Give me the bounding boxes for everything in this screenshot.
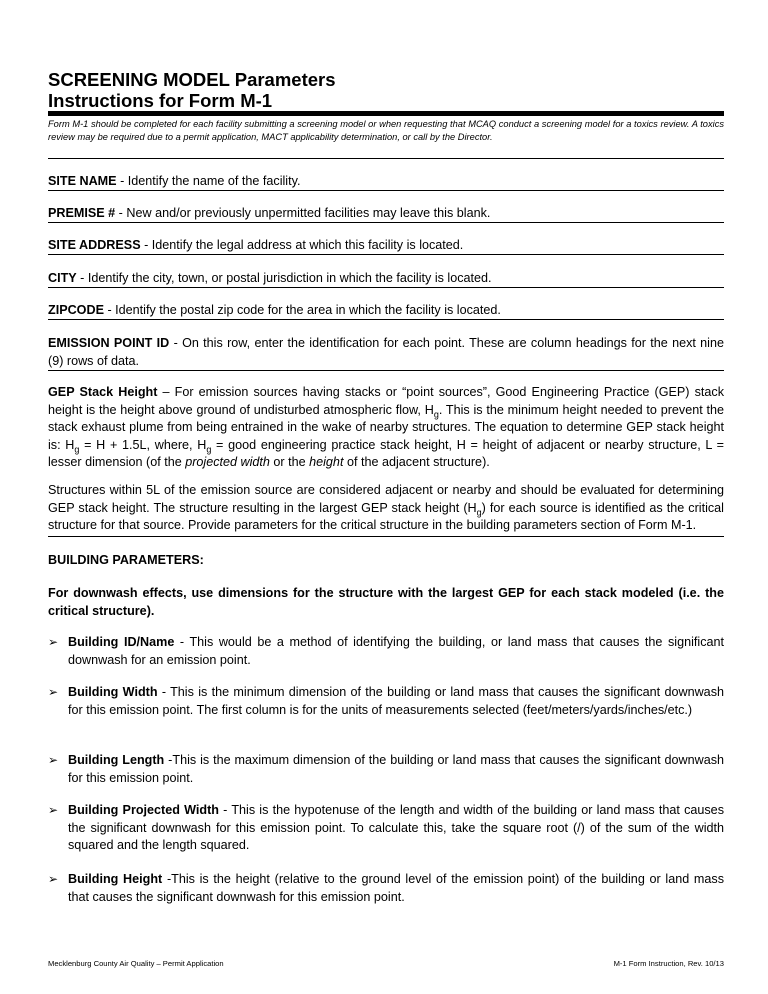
site-address-instruction xyxy=(48,237,724,255)
field-label: SITE ADDRESS xyxy=(48,238,141,252)
site-name-instruction xyxy=(48,173,724,191)
arrow-bullet-icon: ➢ xyxy=(48,635,59,649)
field-text: - New and/or previously unpermitted facilities may leave this blank. xyxy=(115,206,491,220)
field-text: - Identify the city, town, or postal jurisdiction in which the facility is located. xyxy=(76,271,492,285)
intro-text: Form M-1 should be completed for each facility submitting a screening model or when requesting that MCAQ conduct a screening model for a toxics review. A toxics review may be required due to a permit application, MACT applicability determination, or call by the Director. xyxy=(48,119,724,142)
divider xyxy=(48,190,724,191)
field-text: - Identify the legal address at which this facility is located. xyxy=(140,238,464,252)
bullet-building-id: ➢ Building ID/Name - This would be a method of identifying the building, or land mass that causes the significant downwash for an emission point. xyxy=(48,635,724,667)
zipcode-instruction xyxy=(48,302,724,320)
field-label: PREMISE # xyxy=(48,206,116,220)
title-divider xyxy=(48,111,724,116)
bullet-building-projected-width: ➢ Building Projected Width - This is the hypotenuse of the length and width of the building or land mass that causes the significant downwash for this emission point. To calculate this, take the square root (/) of the sum of the width squared and the length squared. xyxy=(48,803,724,852)
premise-instruction xyxy=(48,205,724,223)
field-text: - Identify the postal zip code for the area in which the facility is located. xyxy=(103,303,501,317)
footer-right: M-1 Form Instruction, Rev. 10/13 xyxy=(613,959,724,968)
bullet-building-height: ➢ Building Height -This is the height (relative to the ground level of the emission point) of the building or land mass that causes the significant downwash for this emission point. xyxy=(48,872,724,904)
divider xyxy=(48,370,724,371)
footer-left: Mecklenburg County Air Quality – Permit Application xyxy=(48,959,224,968)
divider xyxy=(48,254,724,255)
arrow-bullet-icon: ➢ xyxy=(48,685,59,699)
gep-stack-height-instruction: GEP Stack Height – For emission sources having stacks or “point sources”, Good Engineering Practice (GEP) stack height is the height above ground of undisturbed atmospheric flow, $H_g$. This is the minimum height needed to prevent the stack exhaust plume from being entrained in the wake of nearby structures. The equation to determine GEP stack height is: $H_g = H + 1.5L$, where, $H_g$ = good engineering practice stack height, H = height of adjacent or nearby structure, L = lesser dimension (of the projected width or the height of the adjacent structure). xyxy=(48,385,725,469)
city-instruction xyxy=(48,270,724,288)
building-parameters-heading: BUILDING PARAMETERS: xyxy=(48,553,204,567)
arrow-bullet-icon: ➢ xyxy=(48,753,59,767)
divider xyxy=(48,222,724,223)
arrow-bullet-icon: ➢ xyxy=(48,872,59,886)
bullet-building-width: ➢ Building Width - This is the minimum dimension of the building or land mass that causes the significant downwash for this emission point. The first column is for the units of measurements selected (feet/meters/yards/inches/etc.) xyxy=(48,685,724,717)
structures-paragraph: Structures within 5L of the emission source are considered adjacent or nearby and should be evaluated for determining GEP stack height. The structure resulting in the largest GEP stack height $(H_g)$ for each source is identified as the critical structure for that source. Provide parameters for the critical structure in the building parameters section of Form M-1. xyxy=(48,483,724,532)
divider xyxy=(48,319,724,320)
bullet-building-length: ➢ Building Length -This is the maximum dimension of the building or land mass that causes the significant downwash for this emission point. xyxy=(48,753,724,785)
page-title xyxy=(48,69,336,111)
field-label: ZIPCODE xyxy=(48,303,104,317)
title-line-1: SCREENING MODEL Parameters xyxy=(48,69,336,90)
divider xyxy=(48,536,724,537)
downwash-note: For downwash effects, use dimensions for the structure with the largest GEP for each stack modeled (i.e. the critical structure). xyxy=(48,586,724,618)
divider xyxy=(48,158,724,159)
divider xyxy=(48,287,724,288)
field-label: SITE NAME xyxy=(48,174,117,188)
emission-point-instruction xyxy=(48,335,724,370)
field-label: GEP Stack Height xyxy=(48,385,158,399)
field-text: - Identify the name of the facility. xyxy=(116,174,301,188)
field-label: EMISSION POINT ID xyxy=(48,336,170,350)
field-text: - On this row, enter the identification for each point. These are column headings for the next nine (9) rows of data. xyxy=(48,336,724,368)
title-line-2: Instructions for Form M-1 xyxy=(48,90,273,111)
field-label: CITY xyxy=(48,271,77,285)
arrow-bullet-icon: ➢ xyxy=(48,803,59,817)
